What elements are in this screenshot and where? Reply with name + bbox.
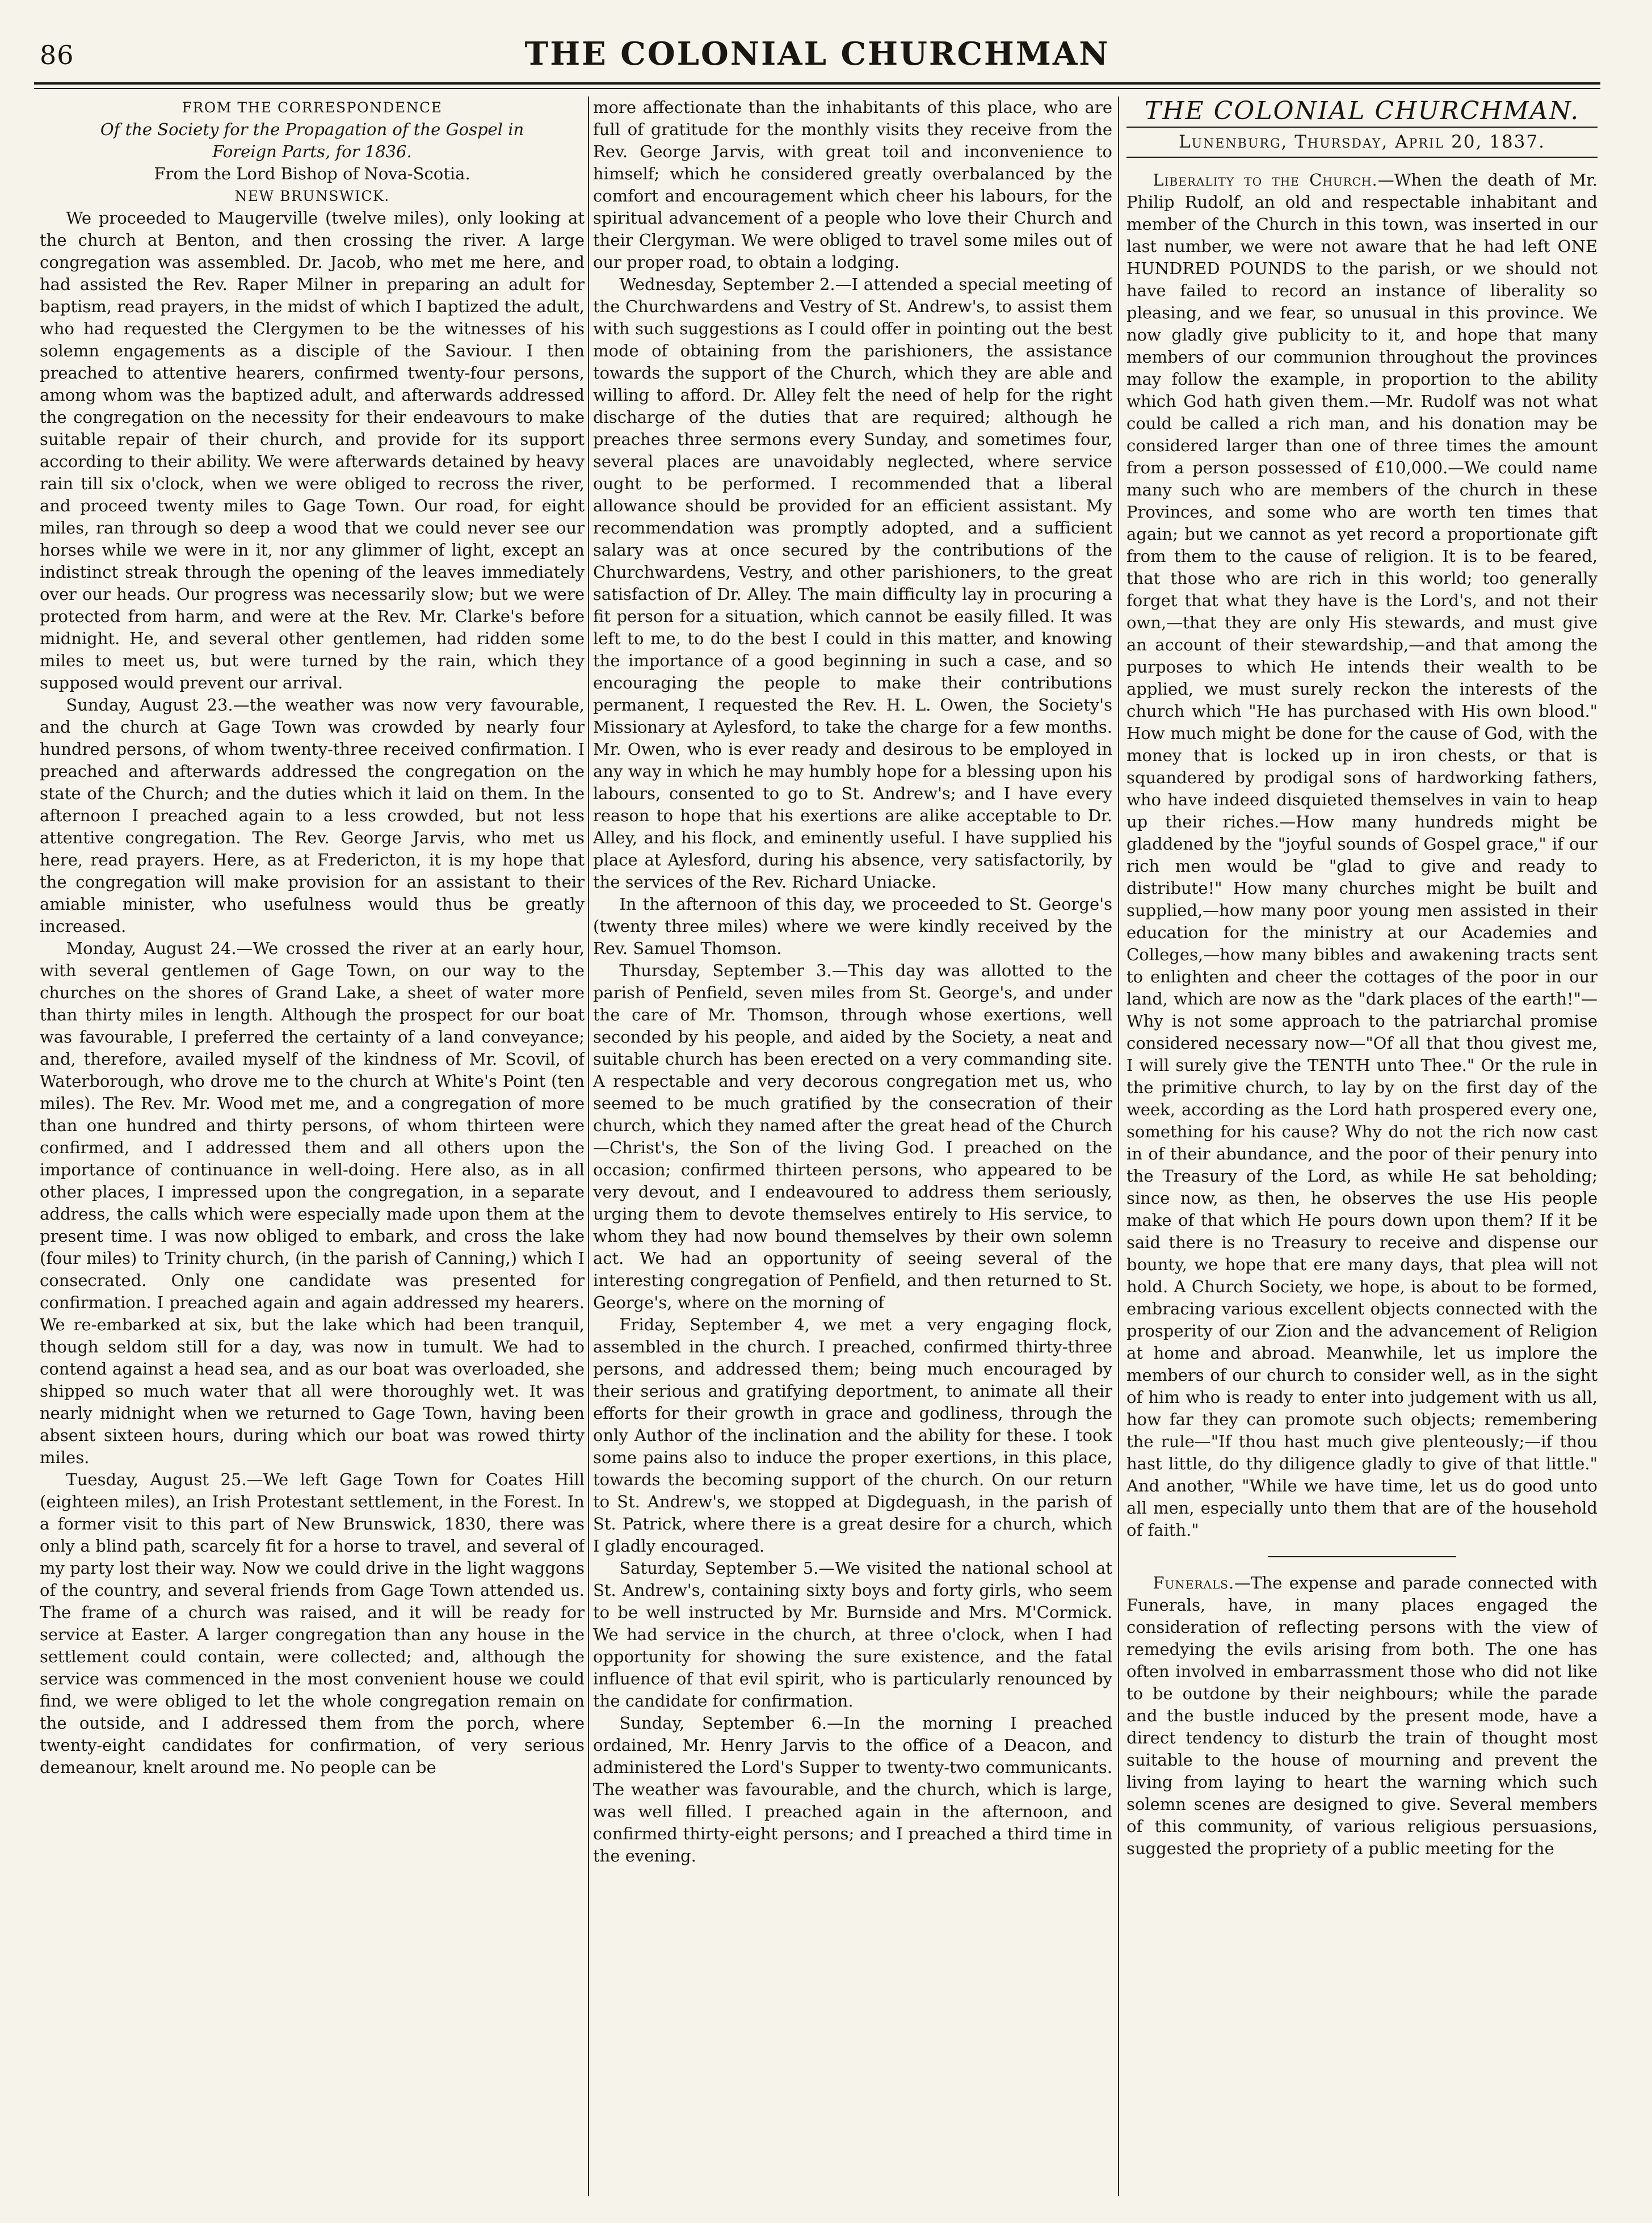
page-number: 86	[40, 40, 74, 70]
article-funerals	[1126, 1572, 1598, 1860]
paragraph: Wednesday, September 2.—I attended a special meeting of the Churchwardens and Vestry of St. Andrew's, to assist them with such suggestions as I could offer in pointing out the best mode of obtaining from the parishioners, the assistance towards the support of the Church, which they are able and willing to afford. Dr. Alley felt the need of help for the right discharge of the duties that are required; although he preaches three sermons every Sunday, and sometimes four, several places are unavoidably neglected, where service ought to be performed. I recommended that a liberal allowance should be provided for an efficient assistant. My recommendation was promptly adopted, and a sufficient salary was at once secured by the contributions of the Churchwardens, Vestry, and other parishioners, to the great satisfaction of Dr. Alley. The main difficulty lay in procuring a fit person for a situation, which cannot be easily filled. It was left to me, to do the best I could in this matter, and knowing the importance of a good beginning in such a case, and so encouraging the people to make their contributions permanent, I requested the Rev. H. L. Owen, the Society's Missionary at Aylesford, to take the charge for a few months. Mr. Owen, who is ever ready and desirous to be employed in any way in which he may humbly hope for a blessing upon his labours, consented to go to St. Andrew's; and I have every reason to hope that his exertions are alike acceptable to Dr. Alley, and his flock, and eminently useful. I have supplied his place at Aylesford, during his absence, very satisfactorily, by the services of the Rev. Richard Uniacke.	[593, 275, 1112, 892]
source-line: FROM THE CORRESPONDENCE	[182, 99, 443, 116]
paragraph: more affectionate than the inhabitants of this place, who are full of gratitude for the monthly visits they receive from the Rev. George Jarvis, with great toil and inconvenience to himself; which he considered greatly overbalanced by the comfort and encouragement which cheer his labours, for the spiritual advancement of a people who love their Church and their Clergyman. We were obliged to travel some miles out of our proper road, to obtain a lodging.	[593, 98, 1112, 272]
section-title: THE COLONIAL CHURCHMAN.	[1144, 96, 1580, 125]
column-divider	[1118, 96, 1119, 2196]
column-1	[40, 96, 585, 2196]
paragraph: Thursday, September 3.—This day was allotted to the parish of Penfield, seven miles from St. George's, and under the care of Mr. Thomson, through whose exertions, well seconded by his people, and aided by the Society, a neat and suitable church has been erected on a very commanding site. A respectable and very decorous congregation met us, who seemed to be much gratified by the consecration of their church, which they named after the great head of the Church—Christ's, the Son of the living God. I preached on the occasion; confirmed thirteen persons, who appeared to be very devout, and I endeavoured to address them seriously, urging them to devote themselves entirely to His service, to whom they had now bound themselves by their own solemn act. We had an opportunity of seeing several of the interesting congregation of Penfield, and then returned to St. George's, where on the morning of	[593, 961, 1112, 1312]
paragraph: We proceeded to Maugerville (twelve miles), only looking at the church at Benton, and then crossing the river. A large congregation was assembled. Dr. Jacob, who met me here, and had assisted the Rev. Raper Milner in preparing an adult for baptism, read prayers, in the midst of which I baptized the adult, who had requested the Clergymen to be the witnesses of his solemn engagements as a disciple of the Saviour. I then preached to attentive hearers, confirmed twenty-four persons, among whom was the baptized adult, and afterwards addressed the congregation on the necessity for their endeavours to make suitable repair of their church, and provide for its support according to their ability. We were afterwards detained by heavy rain till six o'clock, when we were obliged to recross the river, and proceed twenty miles to Gage Town. Our road, for eight miles, ran through so deep a wood that we could never see our horses while we were in it, nor any glimmer of light, except an indistinct streak through the opening of the leaves immediately over our heads. Our progress was necessarily slow; but we were protected from harm, and were at the Rev. Mr. Clarke's before midnight. He, and several other gentlemen, had ridden some miles to meet us, but were turned by the rain, which they supposed would prevent our arrival.	[40, 208, 585, 692]
article-liberality	[1126, 169, 1598, 1541]
source-title: Foreign Parts, for 1836.	[212, 142, 412, 161]
column-3	[1126, 96, 1598, 2196]
paragraph: Tuesday, August 25.—We left Gage Town for Coates Hill (eighteen miles), an Irish Protestant settlement, in the Forest. In a former visit to this part of New Brunswick, 1830, there was only a blind path, scarcely fit for a horse to travel, and several of my party lost their way. Now we could drive in the light waggons of the country, and several friends from Gage Town attended us. The frame of a church was raised, and it will be ready for service at Easter. A larger congregation than any house in the settlement could contain, were collected; and, although the service was commenced in the most convenient house we could find, we were obliged to let the whole congregation remain on the outside, and I addressed them from the porch, where twenty-eight candidates for confirmation, of very serious demeanour, knelt around me. No people can be	[40, 1470, 585, 1777]
paragraph: Sunday, September 6.—In the morning I preached ordained, Mr. Henry Jarvis to the office of a Deacon, and administered the Lord's Supper to twenty-two communicants. The weather was favourable, and the church, which is large, was well filled. I preached again in the afternoon, and confirmed thirty-eight persons; and I preached a third time in the evening.	[593, 1713, 1112, 1865]
article-divider	[1268, 1556, 1456, 1557]
article-lead: Funerals.	[1153, 1573, 1235, 1592]
column-divider	[588, 96, 589, 2196]
paragraph: Saturday, September 5.—We visited the national school at St. Andrew's, containing sixty boys and forty girls, who seem to be well instructed by Mr. Burnside and Mrs. M'Cormick. We had service in the church, at three o'clock, when I had opportunity for showing the sure existence, and the fatal influence of that evil spirit, who is particularly renounced by the candidate for confirmation.	[593, 1558, 1112, 1711]
dateline: Lunenburg, Thursday, April 20, 1837.	[1126, 127, 1598, 158]
paragraph: In the afternoon of this day, we proceeded to St. George's (twenty three miles) where we were kindly received by the Rev. Samuel Thomson.	[593, 894, 1112, 958]
source-title: Of the Society for the Propagation of the Gospel in	[100, 120, 524, 139]
column-2	[593, 96, 1112, 2196]
from-line: From the Lord Bishop of Nova-Scotia.	[154, 164, 470, 183]
paragraph: Friday, September 4, we met a very engaging flock, assembled in the church. I preached, confirmed thirty-three persons, and addressed them; being much encouraged by their serious and gratifying deportment, to animate all their efforts for their growth in grace and godliness, through the only Author of the inclination and the ability for these. I took some pains also to induce the proper exertions, in this place, towards the becoming support of the church. On our return to St. Andrew's, we stopped at Digdeguash, in the parish of St. Patrick, where there is a great desire for a church, which I gladly encouraged.	[593, 1315, 1112, 1556]
region-heading: NEW BRUNSWICK.	[234, 188, 390, 204]
article-lead: Liberality to the Church.	[1153, 170, 1378, 190]
article-body: —The expense and parade connected with Funerals, have, in many places engaged the consideration of reflecting persons with the view of remedying the evils arising from both. The one has often involved in embarrassment those who did not like to be outdone by their neighbours; while the parade and the bustle induced by the present mode, have a direct tendency to disturb the train of thought most suitable to the house of mourning and prevent the living from laying to heart the warning which such solemn scenes are designed to give. Several members of this community, of various religious persuasions, suggested the propriety of a public meeting for the	[1126, 1573, 1598, 1858]
article-body: —When the death of Mr. Philip Rudolf, an old and respectable inhabitant and member of the Church in this town, was inserted in our last number, we were not aware that he had left ONE HUNDRED POUNDS to the parish, or we should not have failed to record an instance of liberality so pleasing, and we fear, so unusual in this province. We now gladly give publicity to it, and hope that many members of our communion throughout the provinces may follow the example, in proportion to the ability which God hath given them.—Mr. Rudolf was not what could be called a rich man, and his donation may be considered larger than one of three times the amount from a person possessed of £10,000.—We could name many such who are members of the church in these Provinces, and some who are worth ten times that again; but we cannot as yet record a proportionate gift from them to the cause of religion. It is to be feared, that those who are rich in this world; too generally forget that what they have is the Lord's, and not their own,—that they are only His stewards, and must give an account of their stewardship,—and that among the purposes to which He intends their wealth to be applied, we must surely reckon the interests of the church which "He has purchased with His own blood." How much might be done for the cause of God, with the money that is locked up in iron chests, or that is squandered by prodigal sons of hardworking fathers, who have indeed disquieted themselves in vain to heap up their riches.—How many hundreds might be gladdened by the "joyful sounds of Gospel grace," if our rich men would be "glad to give and ready to distribute!" How many churches might be built and supplied,—how many poor young men assisted in their education for the ministry at our Academies and Colleges,—how many bibles and awakening tracts sent to enlighten and cheer the cottages of the poor in our land, which are now as the "dark places of the earth!"—Why is not some approach to the patriarchal promise considered necessary now—"Of all that thou givest me, I will surely give the TENTH unto Thee." Or the rule in the primitive church, to lay by on the first day of the week, according as the Lord hath prospered every one, something for his cause? Why do not the rich now cast in of their abundance, and the poor of their penury into the Treasury of the Lord, as while He sat beholding; since now, as then, he observes the use His people make of that which He pours down upon them? If it be said there is no Treasury to receive and dispense our bounty, we hope that ere many days, that plea will not hold. A Church Society, we hope, is about to be formed, embracing various excellent objects connected with the prosperity of our Zion and the advancement of Religion at home and abroad. Meanwhile, let us implore the members of our church to consider well, as in the sight of him who is ready to enter into judgement with us all, how far they can promote such objects; remembering the rule—"If thou hast much give plenteously;—if thou hast little, do thy diligence gladly to give of that little." And another, "While we have time, let us do good unto all men, especially unto them that are of the household of faith."	[1126, 170, 1598, 1540]
header-rule	[34, 82, 1600, 89]
paragraph: Monday, August 24.—We crossed the river at an early hour, with several gentlemen of Gage Town, on our way to the churches on the shores of Grand Lake, a sheet of water more than thirty miles in length. Although the prospect for our boat was favourable, I preferred the certainty of a land conveyance; and, therefore, availed myself of the kindness of Mr. Scovil, of Waterborough, who drove me to the church at White's Point (ten miles). The Rev. Mr. Wood met me, and a congregation of more than one hundred and thirty persons, of whom thirteen were confirmed, and I addressed them and all others upon the importance of continuance in well-doing. Here also, as in all other places, I impressed upon the congregation, in a separate address, the calls which were especially made upon them at the present time. I was now obliged to embark, and cross the lake (four miles) to Trinity church, (in the parish of Canning,) which I consecrated. Only one candidate was presented for confirmation. I preached again and again addressed my hearers. We re-embarked at six, but the lake which had been tranquil, though seldom still for a day, was now in tumult. We had to contend against a head sea, and as our boat was overloaded, she shipped so much water that all were thoroughly wet. It was nearly midnight when we returned to Gage Town, having been absent sixteen hours, during which our boat was rowed thirty miles.	[40, 939, 585, 1467]
page-header	[34, 35, 1600, 75]
masthead-title: THE COLONIAL CHURCHMAN	[524, 35, 1110, 73]
paragraph: Sunday, August 23.—the weather was now very favourable, and the church at Gage Town was crowded by nearly four hundred persons, of whom twenty-three received confirmation. I preached and afterwards addressed the congregation on the state of the Church; and the duties which it laid on them. In the afternoon I preached again to a less crowded, but not less attentive congregation. The Rev. George Jarvis, who met us here, read prayers. Here, as at Fredericton, it is my hope that the congregation will make provision for an assistant to their amiable minister, who usefulness would thus be greatly increased.	[40, 695, 585, 936]
